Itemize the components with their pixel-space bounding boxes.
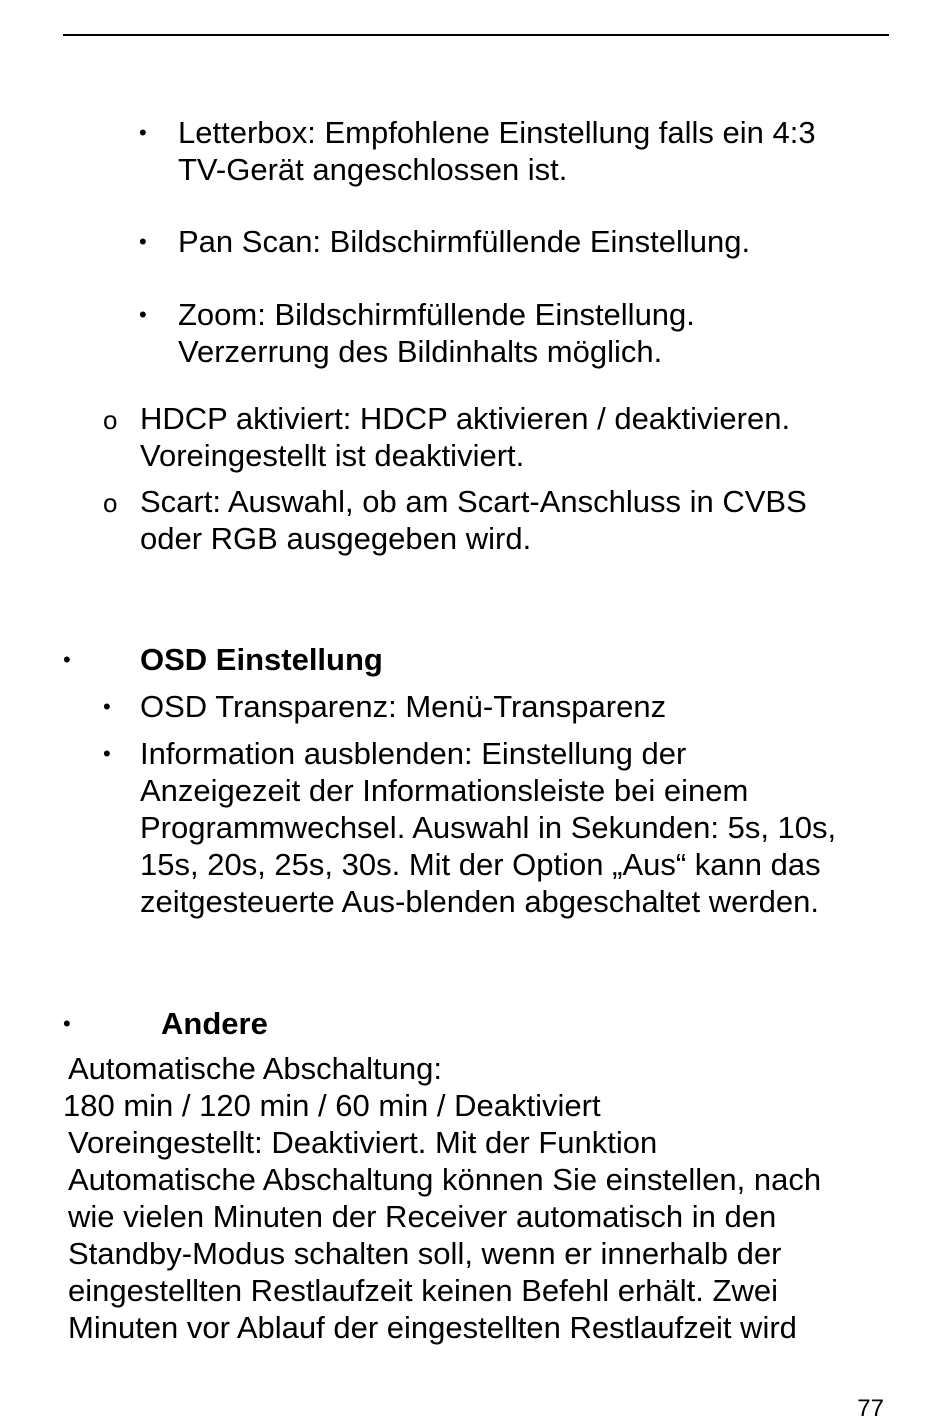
scart-line-2: oder RGB ausgegeben wird. [140, 521, 532, 556]
bullet-icon: • [139, 302, 147, 327]
andere-line-1: Automatische Abschaltung: [68, 1051, 442, 1086]
andere-line-4: Automatische Abschaltung können Sie einstellen, nach [68, 1162, 822, 1197]
andere-line-8: Minuten vor Ablauf der eingestellten Restlaufzeit wird [68, 1310, 797, 1345]
zoom-line-1: Zoom: Bildschirmfüllende Einstellung. [178, 297, 695, 332]
osd-transparency: OSD Transparenz: Menü-Transparenz [140, 689, 667, 724]
hollow-bullet-icon: o [103, 405, 118, 435]
osd-heading: OSD Einstellung [140, 642, 383, 677]
bullet-icon: • [139, 229, 147, 254]
hdcp-line-2: Voreingestellt ist deaktiviert. [140, 438, 525, 473]
scart-line-1: Scart: Auswahl, ob am Scart-Anschluss in CVBS [140, 484, 807, 519]
andere-heading: Andere [161, 1006, 268, 1041]
bullet-icon: • [63, 1011, 71, 1036]
andere-line-3: Voreingestellt: Deaktiviert. Mit der Funktion [68, 1125, 658, 1160]
bullet-icon: • [103, 694, 111, 719]
hdcp-line-1: HDCP aktiviert: HDCP aktivieren / deaktivieren. [140, 401, 791, 436]
letterbox-line-1: Letterbox: Empfohlene Einstellung falls ein 4:3 [178, 115, 816, 150]
bullet-icon: • [139, 120, 147, 145]
osd-info-line-2: Anzeigezeit der Informationsleiste bei einem [140, 773, 749, 808]
osd-info-line-4: 15s, 20s, 25s, 30s. Mit der Option „Aus“ kann das [140, 847, 821, 882]
osd-info-line-5: zeitgesteuerte Aus-blenden abgeschaltet werden. [140, 884, 820, 919]
bullet-icon: • [63, 647, 71, 672]
andere-line-2: 180 min / 120 min / 60 min / Deaktiviert [63, 1088, 601, 1123]
bullet-icon: • [103, 741, 111, 766]
letterbox-line-2: TV-Gerät angeschlossen ist. [178, 152, 568, 187]
zoom-line-2: Verzerrung des Bildinhalts möglich. [178, 334, 663, 369]
page-number: 77 [857, 1395, 884, 1422]
osd-info-line-1: Information ausblenden: Einstellung der [140, 736, 687, 771]
andere-line-6: Standby-Modus schalten soll, wenn er innerhalb der [68, 1236, 782, 1271]
andere-line-5: wie vielen Minuten der Receiver automatisch in den [68, 1199, 777, 1234]
osd-info-line-3: Programmwechsel. Auswahl in Sekunden: 5s, 10s, [140, 810, 837, 845]
top-rule [63, 34, 889, 36]
hollow-bullet-icon: o [103, 488, 118, 518]
panscan-line-1: Pan Scan: Bildschirmfüllende Einstellung. [178, 224, 751, 259]
andere-line-7: eingestellten Restlaufzeit keinen Befehl erhält. Zwei [68, 1273, 778, 1308]
